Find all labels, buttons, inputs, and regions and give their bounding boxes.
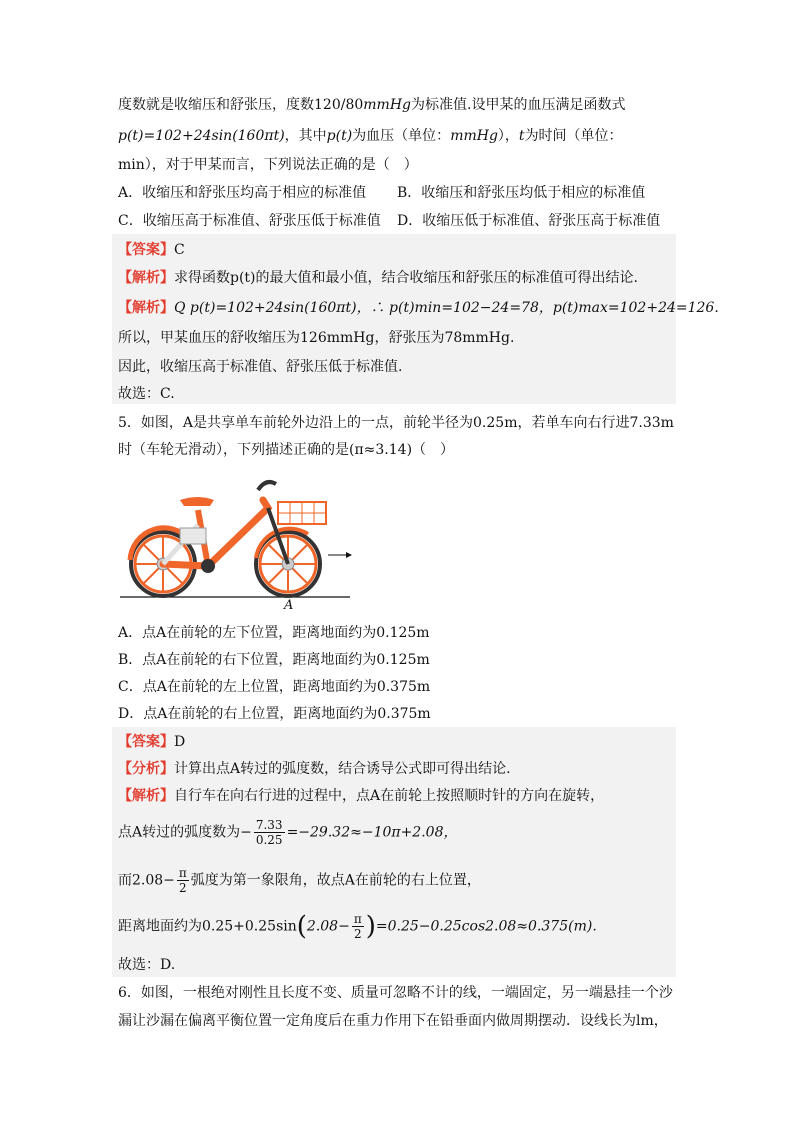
q5-stem-2: 时（车轮无滑动），下列描述正确的是(π≈3.14)（ ） [118, 442, 455, 458]
q4-text: 为时间（单位： [524, 128, 623, 144]
q5-solution-4: 距离地面约为0.25+0.25sin(2.08− $\frac{\pi}{2}$ )=0.25−0.25cos2.08≈0.375(m). [118, 911, 597, 942]
q4-standard-value: 120/80 [314, 97, 364, 113]
q4-solution-3: 因此，收缩压高于标准值、舒张压低于标准值. [118, 359, 403, 375]
bike-seat [180, 497, 214, 506]
q4-formula: p(t) [326, 128, 353, 144]
q4-var: t [518, 128, 525, 144]
q5-solution-1 [118, 786, 604, 806]
q4-text: 为标准值.设甲某的血压满足函数式 [411, 97, 626, 113]
analysis-text: 求得函数p(t)的最大值和最小值，结合收缩压和舒张压的标准值可得出结论. [174, 270, 638, 286]
q4-solution-4: 故选：C. [118, 386, 175, 402]
fraction-denominator: 2 [179, 881, 187, 895]
solution-formula: =0.25−0.25cos2.08≈0.375(m). [375, 918, 597, 935]
arrow-head [346, 552, 352, 558]
handlebar [258, 482, 276, 490]
q4-text: ，其中 [284, 128, 327, 144]
q4-formula: p(t)=102+24sin(160πt) [118, 128, 285, 144]
solution-text: 点A转过的弧度数为− [118, 824, 252, 841]
q5-option-c: C．点A在前轮的左上位置，距离地面约为0.375m [118, 679, 431, 695]
solution-tag: 【解析】 [118, 788, 174, 804]
solution-formula: Q p(t)=102+24sin(160πt)，∴ p(t)min=102−24=78，p(t)max=102+24=126. [174, 300, 719, 316]
analysis-text: 计算出点A转过的弧度数，结合诱导公式即可得出结论. [174, 761, 511, 777]
q5-stem-1: 5．如图，A是共享单车前轮外边沿上的一点，前轮半径为0.25m，若单车向右行进7.33m [118, 415, 674, 431]
fraction [177, 866, 189, 895]
solution-text: 距离地面约为0.25+0.25sin [118, 918, 297, 935]
q4-solution-box [112, 234, 676, 404]
fraction-denominator: 2 [353, 927, 362, 941]
q5-option-d: D．点A在前轮的右上位置，距离地面约为0.375m [118, 706, 431, 722]
solution-formula: =−29.32≈−10π+2.08， [286, 824, 458, 841]
answer-value: D [174, 734, 186, 750]
analysis-tag: 【解析】 [118, 270, 174, 286]
q4-line-2 [118, 126, 623, 146]
q5-analysis [118, 759, 511, 779]
q4-option-c: C．收缩压高于标准值、舒张压低于标准值 [118, 213, 381, 229]
q4-text: ）， [497, 128, 519, 144]
q4-line-1 [118, 95, 625, 115]
q4-analysis [118, 268, 638, 288]
q4-answer [118, 240, 185, 260]
fraction-denominator: 0.25 [255, 833, 283, 847]
q5-solution-3 [118, 866, 481, 895]
q4-text: 度数就是收缩压和舒张压，度数 [118, 97, 314, 113]
q4-unit: mmHg [363, 97, 411, 113]
solution-text: 而2.08− [118, 872, 175, 889]
q5-answer [118, 732, 185, 752]
fraction [352, 912, 364, 941]
crank [201, 559, 215, 573]
q6-line-1: 6．如图，一根绝对刚性且长度不变、质量可忽略不计的线，一端固定，另一端悬挂一个沙 [118, 985, 673, 1001]
q4-option-b: B．收缩压和舒张压均低于相应的标准值 [397, 185, 646, 201]
q5-option-a: A．点A在前轮的左下位置，距离地面约为0.125m [118, 625, 430, 641]
q4-solution-2: 所以，甲某血压的舒收缩压为126mmHg，舒张压为78mmHg. [118, 330, 515, 346]
fraction-numerator: 7.33 [255, 818, 283, 832]
q5-option-b: B．点A在前轮的右下位置，距离地面约为0.125m [118, 652, 430, 668]
fraction-numerator: π [178, 866, 187, 880]
q4-option-a: A．收缩压和舒张压均高于相应的标准值 [118, 185, 367, 201]
frame-panel [180, 528, 206, 544]
answer-tag: 【答案】 [118, 734, 174, 750]
bicycle-figure [118, 470, 363, 615]
q6-line-2: 漏让沙漏在偏离平衡位置一定角度后在重力作用下在铅垂面内做周期摆动．设线长为lm， [118, 1013, 668, 1029]
answer-tag: 【答案】 [118, 242, 174, 258]
solution-text: 弧度为第一象限角，故点A在前轮的右上位置， [190, 872, 481, 889]
q5-solution-5: 故选：D. [118, 957, 176, 973]
fraction-numerator: π [353, 912, 362, 926]
q4-unit: mmHg [450, 128, 498, 144]
q4-option-d: D．收缩压低于标准值、舒张压高于标准值 [397, 213, 661, 229]
fraction [254, 818, 285, 847]
q4-line-3: min），对于甲某而言，下列说法正确的是（ ） [118, 157, 418, 173]
answer-value: C [174, 242, 185, 258]
q4-text: 为血压（单位： [352, 128, 451, 144]
solution-text: 自行车在向右行进的过程中，点A在前轮上按照顺时针的方向在旋转， [174, 788, 605, 804]
q5-solution-2 [118, 818, 457, 847]
point-a-label: A [284, 598, 294, 613]
q4-solution-1 [118, 298, 719, 318]
solution-tag: 【解析】 [118, 300, 174, 316]
solution-formula: 2.08− [306, 918, 350, 935]
analysis-tag: 【分析】 [118, 761, 174, 777]
